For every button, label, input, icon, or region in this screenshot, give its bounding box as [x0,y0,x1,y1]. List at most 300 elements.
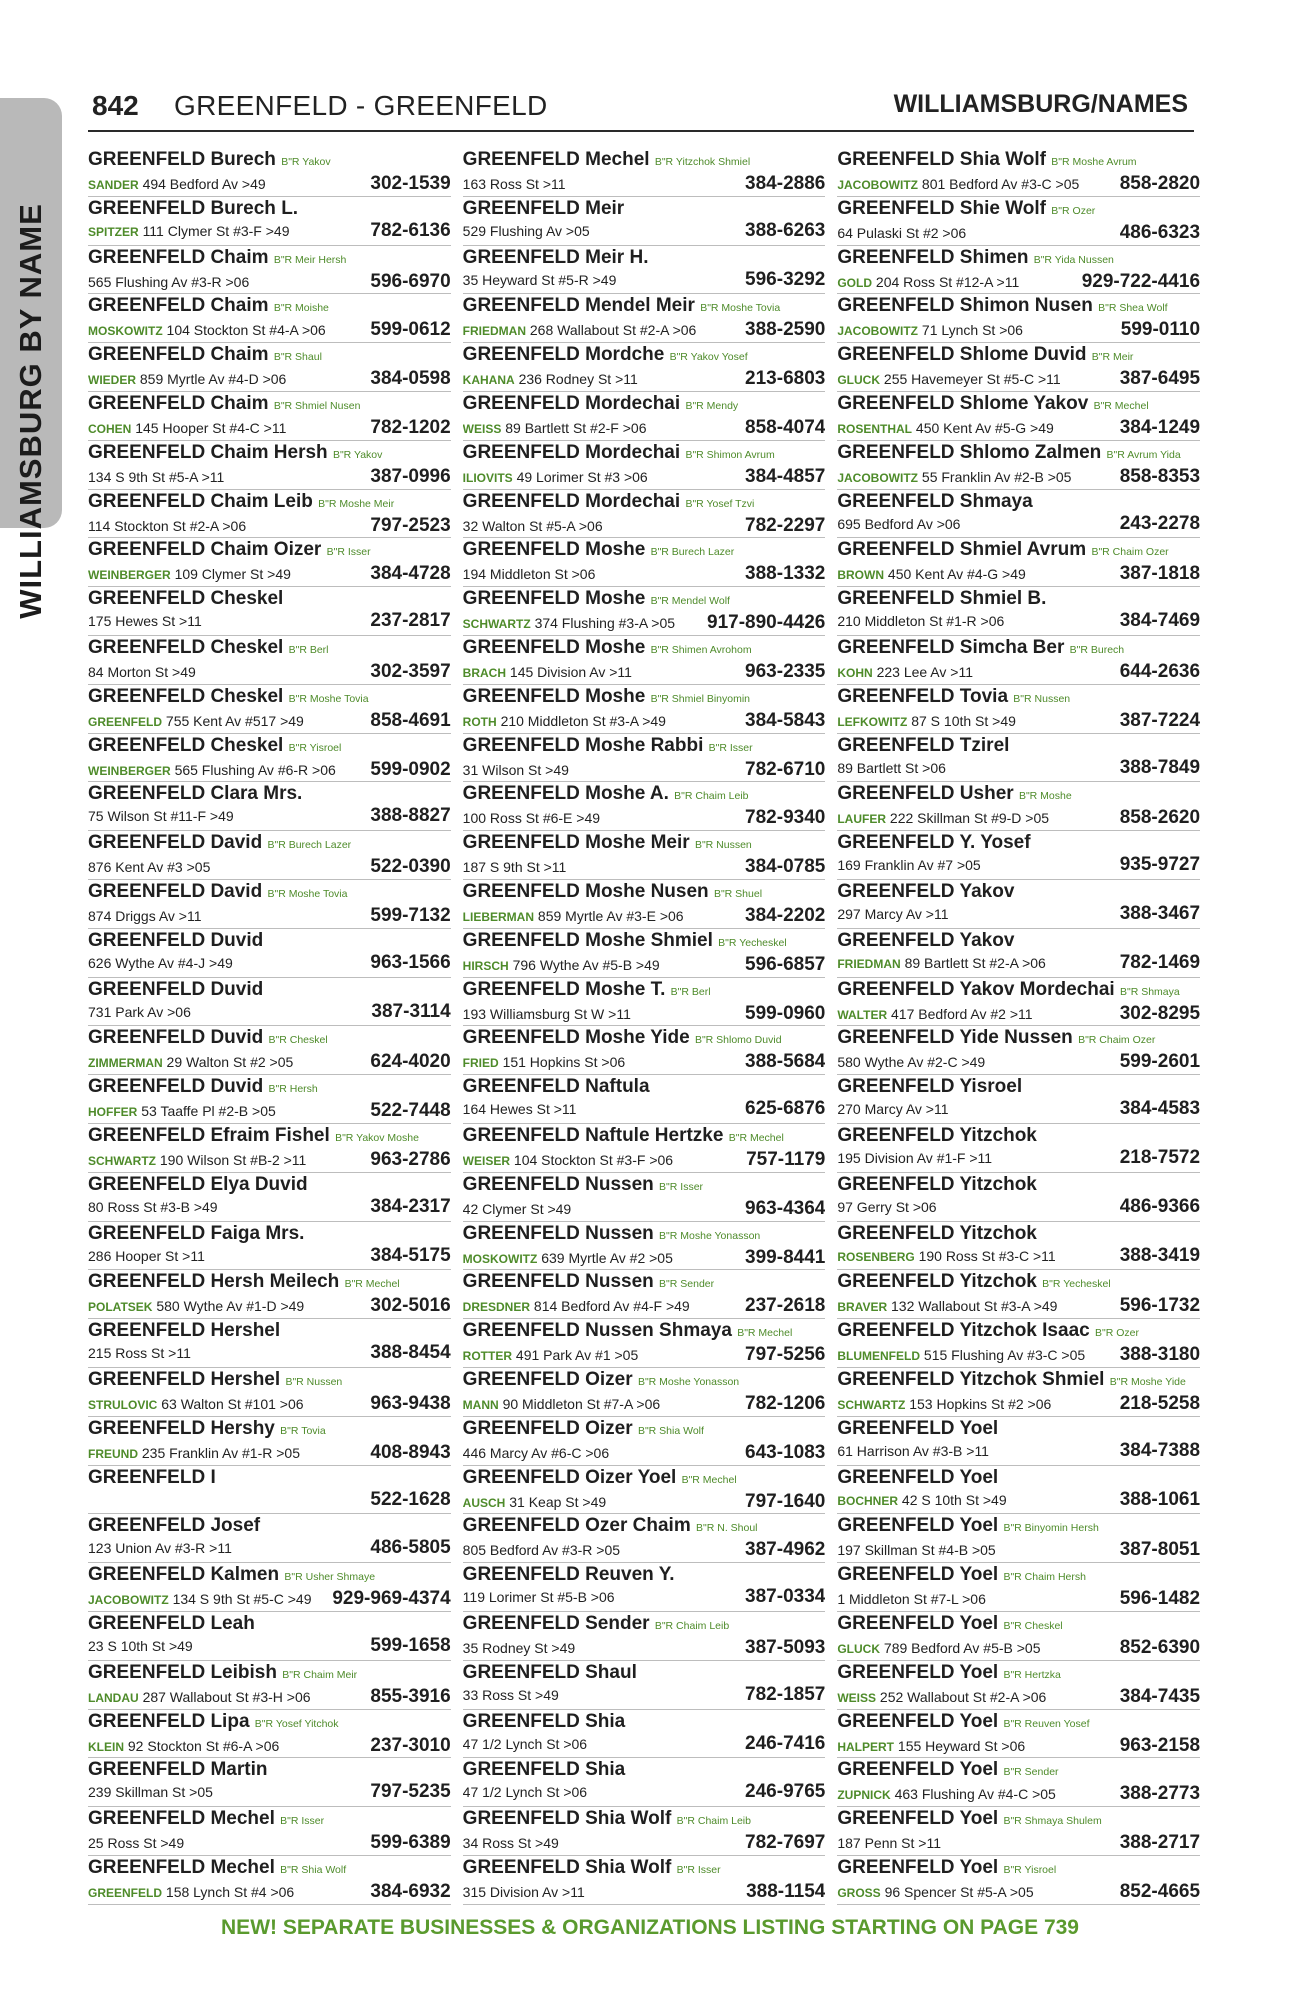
entry-address-wrap [88,661,196,683]
entry-address-wrap [88,1735,279,1758]
entry-detail-line [837,1196,1200,1218]
listing-entry [88,197,451,246]
entry-name-line [88,1418,451,1442]
entry-phone: 388-2773 [1119,1783,1201,1805]
entry-name: GREENFELD Chaim Leib [88,490,313,512]
entry-phone: 408-8943 [370,1441,451,1463]
entry-name-line [837,979,1200,1003]
entry-detail-line [463,1733,826,1755]
entry-maiden-name: KLEIN [88,1739,124,1754]
entry-name-line [88,1320,451,1342]
entry-maiden-name: JACOBOWITZ [837,178,919,192]
entry-address-wrap [88,1442,300,1465]
entry-phone: 852-4665 [1119,1880,1201,1902]
entry-detail-line [837,757,1200,779]
entry-name-line [88,1808,451,1832]
listing-entry [837,197,1200,246]
entry-name-line [88,198,451,220]
entry-address-wrap [88,1245,205,1267]
entry-phone: 917-890-4426 [707,612,826,634]
entry-parent-name: B"R N. Shoul [696,1522,758,1535]
entry-address-wrap [88,1342,191,1364]
entry-detail-line [837,466,1200,489]
entry-detail-line [837,1344,1200,1367]
entry-address-wrap [463,807,600,829]
entry-detail-line [463,1637,826,1659]
entry-detail-line [463,759,826,781]
listing-entry [463,1856,826,1905]
entry-parent-name: B"R Shlomo Duvid [694,1034,782,1047]
entry-address: 695 Bedford Av >06 [837,515,961,532]
entry-name: GREENFELD Chaim [88,295,269,317]
entry-name-line [88,1515,451,1537]
listing-entry [463,782,826,831]
entry-phone: 388-7849 [1119,756,1201,778]
entry-name-line [837,1223,1200,1245]
entry-phone: 858-4691 [370,709,451,731]
entry-address: 195 Division Av #1-F >11 [837,1149,993,1166]
side-tab [0,98,62,619]
entry-name: GREENFELD Yakov Mordechai [837,978,1115,1000]
entry-name-line [837,930,1200,952]
entry-address: 204 Ross St #12-A >11 [875,273,1020,290]
entry-parent-name: B"R Moshe Tovia [288,692,369,705]
listing-entry [837,343,1200,392]
entry-detail-line [837,1832,1200,1854]
entry-phone: 388-2590 [745,319,826,341]
entry-detail-line [463,1295,826,1318]
entry-phone: 384-5175 [370,1244,451,1266]
entry-name: GREENFELD Yisroel [837,1076,1023,1098]
entry-parent-name: B"R Nussen [694,839,752,852]
entry-detail-line [88,952,451,974]
entry-maiden-name: BOCHNER [837,1493,899,1508]
entry-phone: 384-2202 [745,904,826,926]
entry-address: 796 Wythe Av #5-B >49 [512,956,660,973]
listing-entry [88,343,451,392]
entry-maiden-name: SCHWARTZ [88,1153,156,1168]
entry-address-wrap [88,1832,184,1854]
entry-name-line [88,1271,451,1295]
entry-detail-line [463,417,826,440]
listing-entry [463,197,826,246]
listing-entry [88,1612,451,1661]
entry-name: GREENFELD Shie Wolf [837,197,1047,219]
entry-phone: 599-6389 [370,1832,451,1854]
entry-name-line [463,1662,826,1684]
entry-name-line [837,783,1200,807]
entry-name-line [837,686,1200,710]
entry-address: 731 Park Av >06 [88,1003,191,1020]
entry-maiden-name: FRIEDMAN [462,324,526,339]
entry-detail-line [463,1684,826,1706]
entry-phone: 237-3010 [370,1734,451,1756]
entry-name: GREENFELD Efraim Fishel [88,1124,330,1146]
entry-address: 119 Lorimer St #5-B >06 [462,1589,615,1606]
entry-parent-name: B"R Yakov Yosef [669,351,748,364]
entry-name: GREENFELD Shmiel Avrum [837,539,1087,561]
entry-name-line [463,1467,826,1491]
entry-address-wrap [463,1586,615,1608]
entry-address-wrap [88,1001,191,1023]
entry-address: 134 S 9th St #5-C >49 [172,1591,312,1608]
entry-address: 89 Bartlett St >06 [837,759,946,776]
entry-detail-line [88,1442,451,1465]
entry-address: 97 Gerry St >06 [837,1198,937,1215]
entry-parent-name: B"R Reuven Yosef [1003,1717,1090,1730]
listing-entry [837,1612,1200,1661]
entry-phone: 388-3180 [1119,1344,1201,1366]
entry-maiden-name: KAHANA [462,373,515,388]
entry-name-line [837,247,1200,271]
entry-detail-line [88,1001,451,1023]
entry-detail-line [88,1196,451,1218]
entry-maiden-name: GLUCK [837,1641,881,1656]
entry-address: 374 Flushing #3-A >05 [534,615,676,632]
entry-detail-line [837,1637,1200,1660]
entry-phone: 384-0598 [370,368,451,390]
entry-phone: 599-0960 [745,1002,826,1024]
entry-parent-name: B"R Moshe Tovia [700,302,781,315]
entry-parent-name: B"R Shmiel Binyomin [650,692,751,705]
entry-detail-line [463,1003,826,1025]
entry-parent-name: B"R Mechel [737,1327,793,1340]
entry-address-wrap [88,271,249,293]
entry-name-line [88,735,451,759]
entry-name-line [463,198,826,220]
entry-address-wrap [837,271,1019,294]
entry-address-wrap [837,1489,1006,1512]
entry-phone: 387-0996 [370,465,451,487]
entry-name-line [463,247,826,269]
entry-name-line [88,247,451,271]
entry-detail-line [837,1489,1200,1512]
listing-entry [88,1466,451,1515]
entry-parent-name: B"R Nussen [1013,692,1071,705]
entry-phone: 624-4020 [370,1051,451,1073]
listing-entry [837,441,1200,490]
entry-name: GREENFELD Kalmen [88,1564,280,1586]
entry-address-wrap [463,417,647,440]
entry-maiden-name: ROSENBERG [837,1249,915,1264]
entry-name: GREENFELD Yoel [837,1564,999,1586]
entry-detail-line [88,661,451,683]
entry-name: GREENFELD Usher [837,783,1014,805]
listing-entry [463,1270,826,1319]
entry-name: GREENFELD Sender [462,1612,650,1634]
entry-name-line [88,1467,451,1489]
entry-parent-name: B"R Hertzka [1003,1668,1061,1681]
entry-address: 255 Havemeyer St #5-C >11 [883,371,1061,388]
entry-phone: 599-7132 [370,904,451,926]
entry-parent-name: B"R Yosef Tzvi [685,497,755,510]
entry-address: 114 Stockton St #2-A >06 [88,517,247,534]
entry-detail-line [837,807,1200,830]
entry-address-wrap [88,1100,276,1123]
listing-entry [837,1856,1200,1905]
entry-maiden-name: GREENFELD [88,714,163,729]
entry-address-wrap [88,1051,293,1074]
entry-address: 268 Wallabout St #2-A >06 [529,322,697,339]
entry-maiden-name: WEINBERGER [88,568,171,583]
entry-maiden-name: ROTTER [462,1349,513,1364]
entry-address-wrap [88,1881,294,1904]
entry-address-wrap [88,466,224,488]
entry-name-line [463,1369,826,1393]
entry-phone: 782-6136 [370,219,451,241]
entry-phone: 218-7572 [1119,1146,1201,1168]
entry-address: 71 Lynch St >06 [921,322,1023,339]
entry-name: GREENFELD Duvid [88,1027,264,1049]
entry-address: 235 Franklin Av #1-R >05 [141,1444,301,1461]
entry-phone: 963-2158 [1119,1734,1201,1756]
entry-parent-name: B"R Isser [326,546,371,559]
entry-parent-name: B"R Mechel [344,1278,400,1291]
entry-detail-line [837,368,1200,391]
entry-parent-name: B"R Moshe Meir [318,497,395,510]
entry-address: 132 Wallabout St #3-A >49 [891,1298,1058,1315]
entry-address-wrap [837,1344,1085,1367]
entry-address: 215 Ross St >11 [88,1345,191,1362]
entry-name-line [463,539,826,563]
entry-detail-line [837,319,1200,342]
entry-detail-line [88,856,451,878]
entry-name: GREENFELD Yitzchok Isaac [837,1320,1090,1342]
entry-name: GREENFELD Mordche [462,344,665,366]
entry-detail-line [837,1588,1200,1610]
entry-detail-line [88,466,451,488]
entry-phone: 387-5093 [745,1636,826,1658]
entry-name-line [463,1857,826,1881]
entry-name: GREENFELD Faiga Mrs. [88,1222,305,1244]
entry-detail-line [88,1295,451,1318]
page-number: 842 [92,90,139,121]
entry-parent-name: B"R Moishe [273,302,329,315]
entry-name-line [837,1320,1200,1344]
entry-name-line [88,930,451,952]
entry-name: GREENFELD Yoel [837,1466,999,1488]
entry-address-wrap [88,319,326,342]
entry-parent-name: B"R Moshe [1018,790,1072,803]
listing-entry [837,294,1200,343]
listing-column-3 [837,148,1200,1908]
entry-name-line [88,686,451,710]
entry-phone: 929-722-4416 [1081,270,1201,292]
entry-detail-line [837,1783,1200,1806]
entry-maiden-name: SCHWARTZ [462,617,531,632]
entry-detail-line [88,1588,451,1611]
entry-address-wrap [88,1781,213,1803]
entry-name-line [88,832,451,856]
entry-address: 580 Wythe Av #1-D >49 [156,1298,305,1315]
entry-address-wrap [837,1245,1055,1268]
entry-name: GREENFELD Oizer [462,1417,633,1439]
entry-address: 270 Marcy Av >11 [837,1101,949,1118]
entry-address: 33 Ross St >49 [462,1686,559,1703]
entry-phone: 596-1732 [1119,1295,1201,1317]
entry-address-wrap [463,612,675,635]
entry-name-line [837,881,1200,903]
entry-parent-name: B"R Hersh [268,1083,318,1096]
entry-parent-name: B"R Shmiel Nusen [273,399,361,412]
entry-parent-name: B"R Meir Hersh [273,253,347,266]
entry-parent-name: B"R Binyomin Hersh [1003,1522,1099,1535]
entry-name-line [463,1271,826,1295]
listing-entry [837,1368,1200,1417]
entry-maiden-name: BROWN [837,568,885,583]
entry-name-line [88,539,451,563]
entry-address-wrap [837,1588,986,1610]
entry-phone: 625-6876 [745,1098,826,1120]
entry-address: 32 Walton St #5-A >06 [462,517,603,534]
entry-detail-line [88,1051,451,1074]
entry-phone: 246-7416 [745,1732,826,1754]
listing-entry [88,978,451,1027]
entry-phone: 218-5258 [1119,1392,1201,1414]
entry-name: GREENFELD Moshe [462,588,646,610]
entry-address: 801 Bedford Av #3-C >05 [921,176,1080,192]
entry-phone: 797-1640 [745,1490,826,1512]
entry-maiden-name: MOSKOWITZ [88,324,163,339]
entry-address-wrap [88,805,234,827]
entry-phone: 388-8827 [370,805,451,827]
entry-address: 187 Penn St >11 [837,1835,942,1852]
entry-detail-line [463,173,826,195]
entry-name: GREENFELD Shimon Nusen [837,295,1093,317]
entry-name-line [463,832,826,856]
entry-name-line [88,1564,451,1588]
entry-address-wrap [463,1344,639,1367]
listing-entry [88,1710,451,1759]
entry-parent-name: B"R Isser [659,1180,704,1193]
entry-detail-line [463,1051,826,1074]
entry-name: GREENFELD Mordechai [462,392,681,414]
entry-name-line [463,686,826,710]
entry-address-wrap [837,1196,936,1218]
entry-phone: 782-7697 [745,1832,826,1854]
entry-address: 42 Clymer St >49 [462,1200,572,1217]
entry-name: GREENFELD Cheskel [88,588,284,610]
entry-phone: 384-4583 [1119,1098,1201,1120]
entry-detail-line [463,954,826,977]
entry-address-wrap [463,1539,620,1561]
entry-detail-line [463,1539,826,1561]
entry-maiden-name: AUSCH [462,1495,506,1510]
listing-entry [88,880,451,929]
entry-address: 25 Ross St >49 [88,1835,185,1852]
entry-name-line [88,442,451,466]
entry-maiden-name: STRULOVIC [88,1397,158,1412]
entry-detail-line [463,710,826,733]
entry-parent-name: B"R Yida Nussen [1033,253,1114,266]
entry-parent-name: B"R Chaim Leib [654,1619,730,1632]
entry-parent-name: B"R Chaim Leib [676,1815,751,1828]
entry-maiden-name: HOFFER [88,1105,138,1120]
entry-address: 42 S 10th St >49 [901,1491,1007,1508]
entry-name: GREENFELD Shia Wolf [837,149,1047,170]
entry-maiden-name: DRESDNER [462,1300,531,1315]
entry-name-line [837,539,1200,563]
entry-maiden-name: BLUMENFELD [837,1349,921,1364]
listing-entry [88,1026,451,1075]
listing-entry [463,1466,826,1515]
listing-entry [88,1270,451,1319]
entry-address: 111 Clymer St #3-F >49 [142,222,290,239]
entry-phone: 237-2618 [745,1295,826,1317]
entry-detail-line [463,269,826,291]
entry-name: GREENFELD Ozer Chaim [462,1515,691,1537]
entry-address-wrap [463,1393,661,1416]
entry-parent-name: B"R Shea Wolf [1098,302,1168,315]
entry-name-line [463,491,826,515]
entry-name: GREENFELD Yoel [837,1808,999,1830]
entry-name-line [837,1662,1200,1686]
entry-name: GREENFELD Yoel [837,1759,999,1781]
entry-address-wrap [463,1491,606,1514]
listing-entry [463,1173,826,1222]
entry-parent-name: B"R Chaim Meir [282,1668,358,1681]
listing-entry [463,148,826,197]
entry-detail-line [463,661,826,684]
entry-address: 193 Williamsburg St W >11 [462,1005,631,1022]
entry-detail-line [837,173,1200,196]
entry-phone: 243-2278 [1119,512,1201,534]
listing-entry [463,685,826,734]
entry-maiden-name: HIRSCH [462,958,509,973]
entry-name: GREENFELD Hershy [88,1417,275,1439]
listing-entry [837,1758,1200,1807]
entry-name: GREENFELD Yoel [837,1612,999,1634]
entry-parent-name: B"R Moshe Yonasson [659,1229,761,1242]
entry-detail-line [88,1686,451,1709]
entry-name: GREENFELD Moshe Rabbi [462,734,704,756]
listing-entry [463,294,826,343]
entry-name: GREENFELD Chaim [88,246,269,268]
entry-detail-line [837,1147,1200,1169]
entry-name-line [463,588,826,612]
entry-maiden-name: COHEN [88,421,132,436]
listing-entry [463,1368,826,1417]
entry-address: 565 Flushing Av #3-R >06 [88,273,250,290]
entry-detail-line [837,513,1200,535]
entry-phone: 246-9765 [745,1781,826,1803]
entry-phone: 384-7435 [1119,1685,1201,1707]
entry-detail-line [88,368,451,391]
entry-name: GREENFELD Moshe [462,539,646,561]
entry-maiden-name: ROSENTHAL [837,421,913,436]
entry-name: GREENFELD Shmiel B. [837,588,1047,610]
entry-maiden-name: FRIEDMAN [837,956,901,971]
entry-parent-name: B"R Nussen [285,1375,343,1388]
entry-address-wrap [88,905,202,927]
entry-address-wrap [837,417,1053,440]
listing-entry [88,1222,451,1271]
entry-name: GREENFELD Shimen [837,246,1029,268]
entry-parent-name: B"R Yecheskel [718,936,787,949]
entry-name-line [88,149,451,173]
entry-name-line [463,1808,826,1832]
listing-entry [88,587,451,636]
entry-address: 145 Division Av >11 [509,663,632,680]
entry-address-wrap [88,1196,218,1218]
entry-phone: 387-7224 [1119,709,1201,731]
entry-parent-name: B"R Isser [280,1815,325,1828]
listing-entry [463,1124,826,1173]
entry-phone: 399-8441 [745,1246,826,1268]
entry-address-wrap [463,319,697,342]
entry-phone: 858-4074 [745,416,826,438]
entry-name-line [88,1613,451,1635]
